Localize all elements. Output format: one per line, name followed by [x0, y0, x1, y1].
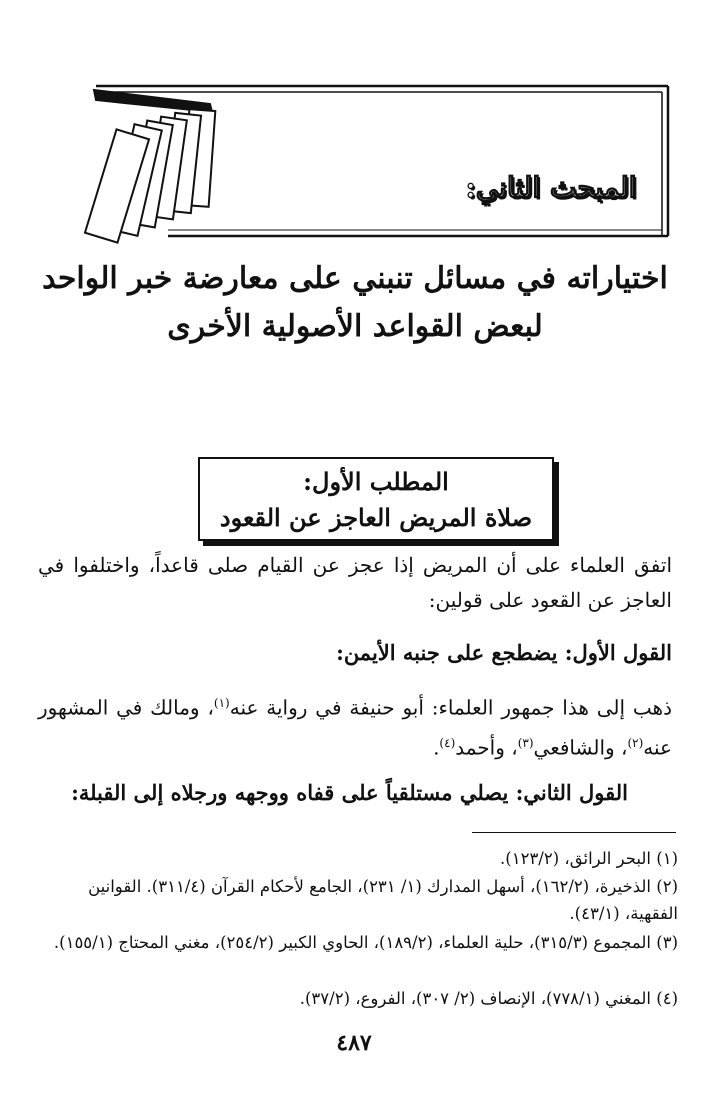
qawl-1-text-c: ، والشافعي	[533, 735, 628, 760]
footnote-item	[38, 929, 678, 956]
books-icon	[85, 90, 215, 243]
qawl-1-paragraph	[38, 686, 672, 765]
footnote-item	[38, 985, 678, 1012]
footnote-item	[38, 845, 678, 872]
section-header-frame	[0, 0, 708, 250]
qawl-1-text-a: ذهب إلى هذا جمهور العلماء: أبو حنيفة في رواية عنه	[229, 695, 673, 720]
footnote-text: المغني (٧٧٨/١)، الإنصاف (٢/ ٣٠٧)، الفروع، (٣٧/٢).	[299, 989, 651, 1008]
qawl-1-text-b: ، ومالك في المشهور عنه	[38, 695, 672, 760]
footnote-text: المجموع (٣١٥/٣)، حلية العلماء، (١٨٩/٢)، الحاوي الكبير (٢٥٤/٢)، مغني المحتاج (١٥٥/١).	[53, 933, 651, 952]
chapter-title	[40, 255, 670, 351]
qawl-1-text-e: .	[433, 735, 440, 760]
section-label: المبحث الثاني:	[465, 171, 637, 204]
matlab-box	[198, 457, 554, 541]
footnote-text: الذخيرة، (١٦٢/٢)، أسهل المدارك (١/ ٢٣١)، الجامع لأحكام القرآن (٣١١/٤). القوانين الفقهية، (٤٣/١).	[88, 877, 678, 923]
footnote-number: (١)	[656, 849, 678, 868]
footnote-number: (٤)	[656, 989, 678, 1008]
qawl-2-heading: القول الثاني: يصلي مستلقياً على قفاه ووجهه ورجلاه إلى القبلة:	[71, 780, 628, 805]
matlab-subtitle: صلاة المريض العاجز عن القعود	[219, 503, 533, 532]
page-number: ٤٨٧	[336, 1030, 372, 1056]
footnote-number: (٣)	[656, 933, 678, 952]
footnote-text: البحر الرائق، (١٢٣/٢).	[500, 849, 651, 868]
chapter-title-line-1: اختياراته في مسائل تنبني على معارضة خبر الواحد	[42, 261, 668, 296]
footnote-ref-3: (٣)	[517, 735, 534, 750]
footnote-number: (٢)	[656, 877, 678, 896]
footnote-ref-4: (٤)	[439, 735, 456, 750]
qawl-1-heading: القول الأول: يضطجع على جنبه الأيمن:	[336, 640, 672, 665]
intro-paragraph: اتفق العلماء على أن المريض إذا عجز عن القيام صلى قاعداً، واختلفوا في العاجز عن القعود على قولين:	[38, 553, 672, 612]
footnote-item	[38, 873, 678, 927]
chapter-title-line-2: لبعض القواعد الأصولية الأخرى	[167, 309, 543, 344]
matlab-title: المطلب الأول:	[303, 467, 449, 496]
qawl-1-text-d: ، وأحمد	[455, 735, 518, 760]
footnote-ref-1: (١)	[213, 696, 230, 710]
footnote-ref-2: (٢)	[627, 735, 644, 750]
footnote-separator	[472, 832, 676, 833]
